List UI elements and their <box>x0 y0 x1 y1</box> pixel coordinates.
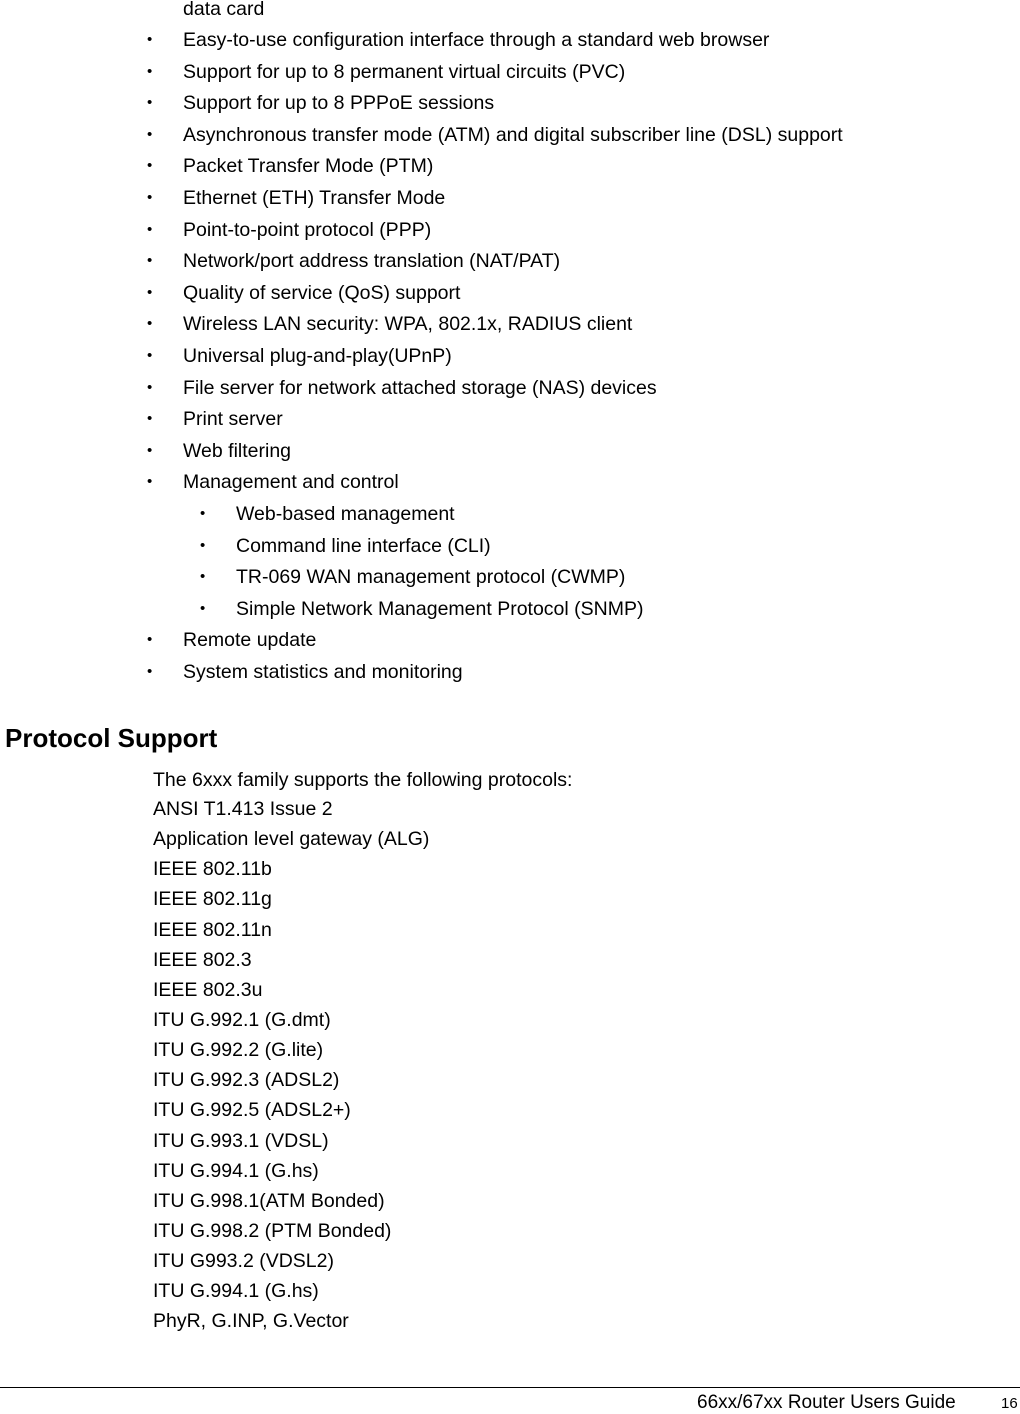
feature-label: Support for up to 8 PPPoE sessions <box>183 92 495 115</box>
feature-subitem <box>0 595 843 627</box>
bullet-icon: • <box>147 220 153 238</box>
feature-item <box>0 26 843 58</box>
feature-item <box>0 152 843 184</box>
protocol-item: ITU G.992.5 (ADSL2+) <box>153 1099 351 1122</box>
bullet-icon: • <box>200 568 206 586</box>
feature-label: Wireless LAN security: WPA, 802.1x, RADIUS client <box>183 313 633 336</box>
feature-label: Simple Network Management Protocol (SNMP) <box>236 597 644 620</box>
bullet-icon: • <box>147 125 153 143</box>
feature-label: System statistics and monitoring <box>183 660 463 683</box>
feature-label: Asynchronous transfer mode (ATM) and digital subscriber line (DSL) support <box>183 123 843 146</box>
feature-item <box>0 658 843 690</box>
protocol-item: IEEE 802.11b <box>153 858 272 881</box>
feature-label: Support for up to 8 permanent virtual circuits (PVC) <box>183 60 626 83</box>
protocol-item: ITU G.994.1 (G.hs) <box>153 1159 319 1182</box>
continuation-text: data card <box>183 0 265 20</box>
bullet-icon: • <box>147 283 153 301</box>
bullet-icon: • <box>147 62 153 80</box>
protocol-item: ITU G.994.1 (G.hs) <box>153 1280 319 1303</box>
bullet-icon: • <box>147 378 153 396</box>
feature-label: File server for network attached storage (NAS) devices <box>183 376 657 399</box>
feature-label: Easy-to-use configuration interface through a standard web browser <box>183 29 770 51</box>
bullet-icon: • <box>147 346 153 364</box>
protocol-item: IEEE 802.3 <box>153 948 252 971</box>
protocol-item: ITU G.993.1 (VDSL) <box>153 1129 329 1152</box>
feature-label: Web filtering <box>183 439 292 462</box>
footer-divider <box>0 1387 1020 1388</box>
protocol-item: ITU G.992.1 (G.dmt) <box>153 1008 331 1031</box>
bullet-icon: • <box>147 252 153 270</box>
feature-item <box>0 437 843 469</box>
bullet-icon: • <box>147 315 153 333</box>
feature-item <box>0 626 843 658</box>
protocol-item: PhyR, G.INP, G.Vector <box>153 1310 349 1333</box>
feature-label: Point-to-point protocol (PPP) <box>183 218 432 241</box>
feature-label: Remote update <box>183 629 317 652</box>
feature-label: Packet Transfer Mode (PTM) <box>183 155 434 178</box>
bullet-icon: • <box>147 157 153 175</box>
protocol-item: ITU G.992.3 (ADSL2) <box>153 1069 340 1092</box>
protocol-item: ITU G.998.1(ATM Bonded) <box>153 1189 385 1212</box>
bullet-icon: • <box>147 188 153 206</box>
bullet-icon: • <box>147 631 153 649</box>
section-heading: Protocol Support <box>5 723 218 753</box>
protocol-item: IEEE 802.11n <box>153 918 272 941</box>
feature-item <box>0 216 843 248</box>
protocol-item: IEEE 802.11g <box>153 888 272 911</box>
feature-item <box>0 405 843 437</box>
feature-label: TR-069 WAN management protocol (CWMP) <box>236 566 626 589</box>
feature-item <box>0 342 843 374</box>
feature-label: Ethernet (ETH) Transfer Mode <box>183 186 446 209</box>
protocol-item: ITU G993.2 (VDSL2) <box>153 1250 334 1273</box>
protocol-item: ITU G.998.2 (PTM Bonded) <box>153 1219 392 1242</box>
feature-item <box>0 58 843 90</box>
feature-subitem <box>0 563 843 595</box>
section-intro: The 6xxx family supports the following protocols: <box>153 769 573 791</box>
bullet-icon: • <box>200 536 206 554</box>
feature-item <box>0 310 843 342</box>
protocol-item: IEEE 802.3u <box>153 978 263 1001</box>
page-number: 16 <box>1001 1395 1018 1412</box>
feature-label: Command line interface (CLI) <box>236 534 491 557</box>
feature-label: Quality of service (QoS) support <box>183 281 461 304</box>
feature-subitem <box>0 500 843 532</box>
bullet-icon: • <box>200 504 206 522</box>
bullet-icon: • <box>147 410 153 428</box>
footer-title: 66xx/67xx Router Users Guide <box>697 1392 956 1413</box>
feature-label: Network/port address translation (NAT/PAT) <box>183 250 561 273</box>
feature-list <box>0 26 843 689</box>
feature-subitem <box>0 532 843 564</box>
feature-item <box>0 89 843 121</box>
feature-label: Management and control <box>183 471 399 494</box>
bullet-icon: • <box>147 662 153 680</box>
feature-label: Print server <box>183 408 283 431</box>
bullet-icon: • <box>147 441 153 459</box>
feature-item <box>0 121 843 153</box>
feature-item <box>0 374 843 406</box>
feature-label: Web-based management <box>236 502 455 525</box>
protocol-list <box>153 796 429 1339</box>
protocol-item: Application level gateway (ALG) <box>153 828 430 851</box>
feature-item <box>0 247 843 279</box>
feature-label: Universal plug-and-play(UPnP) <box>183 344 452 367</box>
bullet-icon: • <box>147 31 153 48</box>
protocol-item: ANSI T1.413 Issue 2 <box>153 798 333 820</box>
feature-item <box>0 279 843 311</box>
bullet-icon: • <box>147 94 153 112</box>
feature-item <box>0 184 843 216</box>
bullet-icon: • <box>147 473 153 491</box>
bullet-icon: • <box>200 599 206 617</box>
protocol-item: ITU G.992.2 (G.lite) <box>153 1039 324 1062</box>
feature-item <box>0 468 843 500</box>
